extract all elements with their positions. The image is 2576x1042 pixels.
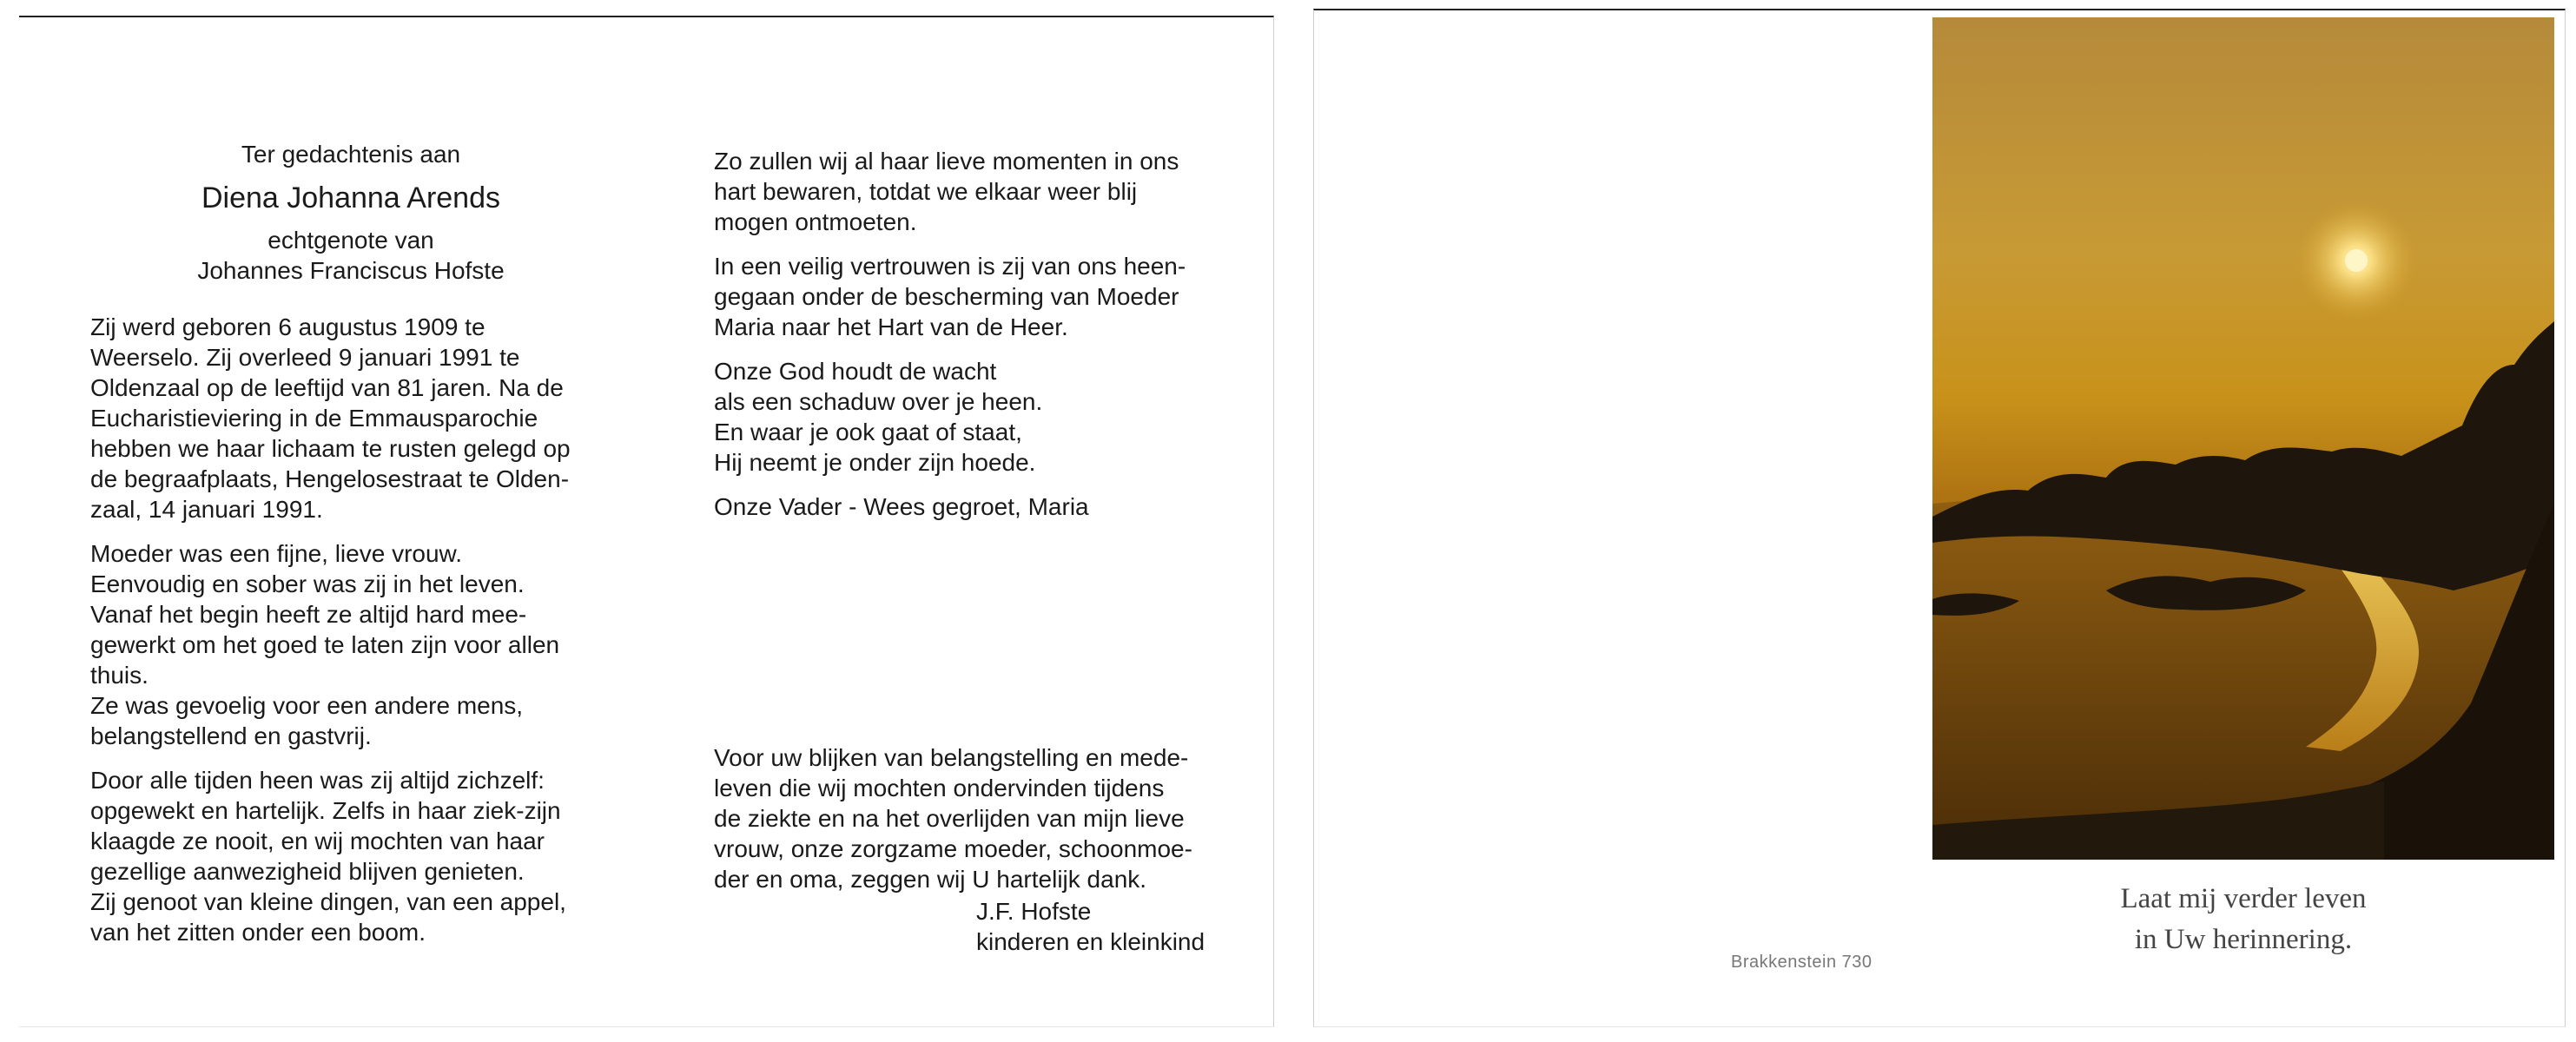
spouse-label: echtgenote van	[268, 227, 434, 254]
memory-paragraph	[714, 146, 1235, 237]
tribute-line: Eenvoudig en sober was zij in het leven.	[90, 570, 525, 597]
bio-line: hebben we haar lichaam te rusten gelegd op	[90, 435, 571, 462]
tribute-line: Vanaf het begin heeft ze altijd hard mee-	[90, 601, 527, 628]
trust-line: gegaan onder de bescherming van Moeder	[714, 283, 1179, 310]
verse-line: Hij neemt je onder zijn hoede.	[714, 449, 1036, 476]
caption-line-1: Laat mij verder leven	[2120, 883, 2367, 914]
thanks-paragraph	[714, 742, 1235, 894]
signature-family: kinderen en kleinkind	[976, 928, 1205, 955]
closing-line: van het zitten onder een boom.	[90, 919, 426, 946]
printer-mark: Brakkenstein 730	[1731, 953, 1873, 972]
memory-line: hart bewaren, totdat we elkaar weer blij	[714, 178, 1138, 205]
sunset-landscape-image	[1932, 17, 2554, 860]
bio-line: Oldenzaal op de leeftijd van 81 jaren. Na de	[90, 374, 564, 401]
thanks-line: de ziekte en na het overlijden van mijn lieve	[714, 805, 1185, 832]
bio-line: zaal, 14 januari 1991.	[90, 496, 323, 523]
tribute-line: gewerkt om het goed te laten zijn voor allen	[90, 631, 560, 658]
bio-line: Weerselo. Zij overleed 9 januari 1991 te	[90, 344, 520, 371]
deceased-name: Diena Johanna Arends	[201, 181, 501, 214]
closing-line: Zij genoot van kleine dingen, van een appel,	[90, 888, 566, 915]
closing-line: opgewekt en hartelijk. Zelfs in haar ziek-zijn	[90, 797, 561, 824]
bio-line: Zij werd geboren 6 augustus 1909 te	[90, 313, 485, 340]
sun	[2345, 249, 2368, 272]
closing-line: Door alle tijden heen was zij altijd zichzelf:	[90, 767, 545, 794]
middle-column	[714, 146, 1235, 957]
closing-paragraph	[90, 765, 611, 947]
thanks-line: vrouw, onze zorgzame moeder, schoonmoe-	[714, 835, 1192, 862]
tribute-line: Moeder was een fijne, lieve vrouw.	[90, 540, 462, 567]
verse-line: En waar je ook gaat of staat,	[714, 419, 1022, 445]
trust-line: Maria naar het Hart van de Heer.	[714, 313, 1068, 340]
left-column	[90, 139, 611, 947]
verse-line: als een schaduw over je heen.	[714, 388, 1043, 415]
signature-name: J.F. Hofste	[976, 898, 1092, 925]
tribute-line: thuis.	[90, 662, 149, 689]
thanks-line: leven die wij mochten ondervinden tijdens	[714, 775, 1165, 801]
tribute-line: Ze was gevoelig voor een andere mens,	[90, 692, 524, 719]
verse-paragraph	[714, 356, 1235, 478]
verse-line: Onze God houdt de wacht	[714, 358, 997, 385]
memorial-card-cover	[1313, 9, 2566, 1027]
memorial-heading: Ter gedachtenis aan	[241, 141, 461, 168]
closing-line: gezellige aanwezigheid blijven genieten.	[90, 858, 525, 885]
thanks-line: der en oma, zeggen wij U hartelijk dank.	[714, 866, 1147, 893]
sunset-river-photo	[1932, 17, 2554, 860]
trust-paragraph	[714, 251, 1235, 342]
biography-paragraph	[90, 312, 611, 524]
closing-line: klaagde ze nooit, en wij mochten van haar	[90, 828, 545, 854]
memorial-card-inside	[19, 16, 1274, 1027]
trust-line: In een veilig vertrouwen is zij van ons heen-	[714, 253, 1186, 280]
memory-line: Zo zullen wij al haar lieve momenten in ons	[714, 148, 1179, 175]
spouse-name: Johannes Franciscus Hofste	[197, 257, 505, 284]
memory-line: mogen ontmoeten.	[714, 208, 917, 235]
bio-line: de begraafplaats, Hengelosestraat te Olden-	[90, 465, 570, 492]
thanks-line: Voor uw blijken van belangstelling en mede-	[714, 744, 1189, 771]
cover-caption	[1932, 879, 2554, 960]
tribute-line: belangstellend en gastvrij.	[90, 722, 372, 749]
bio-line: Eucharistieviering in de Emmausparochie	[90, 405, 538, 432]
prayer-line: Onze Vader - Wees gegroet, Maria	[714, 493, 1089, 520]
tribute-paragraph	[90, 538, 611, 751]
caption-line-2: in Uw herinnering.	[2134, 924, 2353, 955]
